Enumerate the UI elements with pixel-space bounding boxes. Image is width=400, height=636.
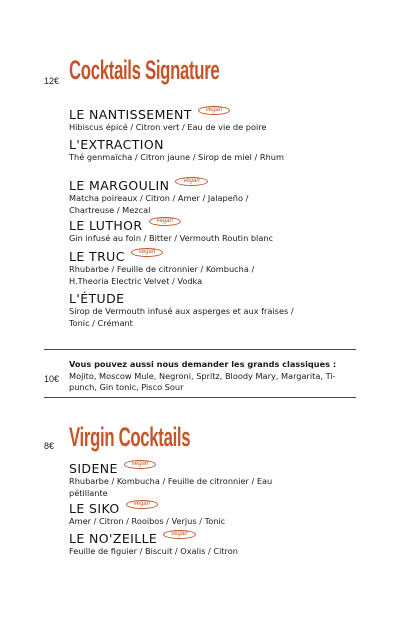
item-name: LE LUTHOR <box>69 217 143 233</box>
classics-note <box>69 359 359 394</box>
menu-item <box>69 530 309 558</box>
virgin-price: 8€ <box>44 441 55 451</box>
menu-item <box>69 217 309 245</box>
item-description: Gin infusé au foin / Bitter / Vermouth Routin blanc <box>69 233 274 243</box>
menu-item <box>69 460 309 499</box>
item-name: SIDENE <box>69 460 118 476</box>
item-description: Sirop de Vermouth infusé aux asperges et aux fraises / Tonic / Crémant <box>69 306 294 328</box>
item-description: Rhubarbe / Kombucha / Feuille de citronnier / Eau pétillante <box>69 476 273 498</box>
item-name: LE NANTISSEMENT <box>69 106 192 122</box>
signature-title: Cocktails Signature <box>69 55 220 85</box>
item-name: LE TRUC <box>69 248 125 264</box>
item-description: Feuille de figuier / Biscuit / Oxalis / Citron <box>69 546 238 556</box>
classics-price: 10€ <box>44 374 60 384</box>
vegan-badge: vegan <box>198 106 230 115</box>
item-name: LE MARGOULIN <box>69 177 170 193</box>
divider-bottom <box>44 397 356 398</box>
classics-lead: Vous pouvez aussi nous demander les grands classiques : <box>69 359 337 369</box>
menu-item <box>69 136 309 164</box>
vegan-badge: vegan <box>149 217 181 226</box>
virgin-title: Virgin Cocktails <box>69 422 191 452</box>
menu-item <box>69 106 309 134</box>
divider-top <box>44 349 356 350</box>
item-name: L'ÉTUDE <box>69 290 125 306</box>
item-name: LE SIKO <box>69 500 120 516</box>
vegan-badge: vegan <box>175 177 207 186</box>
menu-item <box>69 500 309 528</box>
item-description: Hibiscus épicé / Citron vert / Eau de vie de poire <box>69 122 267 132</box>
menu-item <box>69 248 309 287</box>
item-description: Rhubarbe / Feuille de citronnier / Kombucha / H.Theoria Electric Velvet / Vodka <box>69 264 255 286</box>
item-description: Thé genmaïcha / Citron jaune / Sirop de miel / Rhum <box>69 152 284 162</box>
vegan-badge: vegan <box>124 460 156 469</box>
menu-item <box>69 177 309 216</box>
signature-price: 12€ <box>44 76 60 86</box>
item-name: LE NO'ZEILLE <box>69 530 158 546</box>
vegan-badge: vegan <box>131 248 163 257</box>
vegan-badge: vegan <box>126 500 158 509</box>
classics-list: Mojito, Moscow Mule, Negroni, Spritz, Bloody Mary, Margarita, Ti-punch, Gin tonic, Pisco Sour <box>69 370 336 392</box>
item-description: Matcha poireaux / Citron / Amer / Jalapeño / Chartreuse / Mezcal <box>69 193 249 215</box>
menu-item <box>69 290 309 329</box>
vegan-badge: vegan <box>163 530 195 539</box>
item-name: L'EXTRACTION <box>69 136 164 152</box>
item-description: Amer / Citron / Rooibos / Verjus / Tonic <box>69 516 226 526</box>
